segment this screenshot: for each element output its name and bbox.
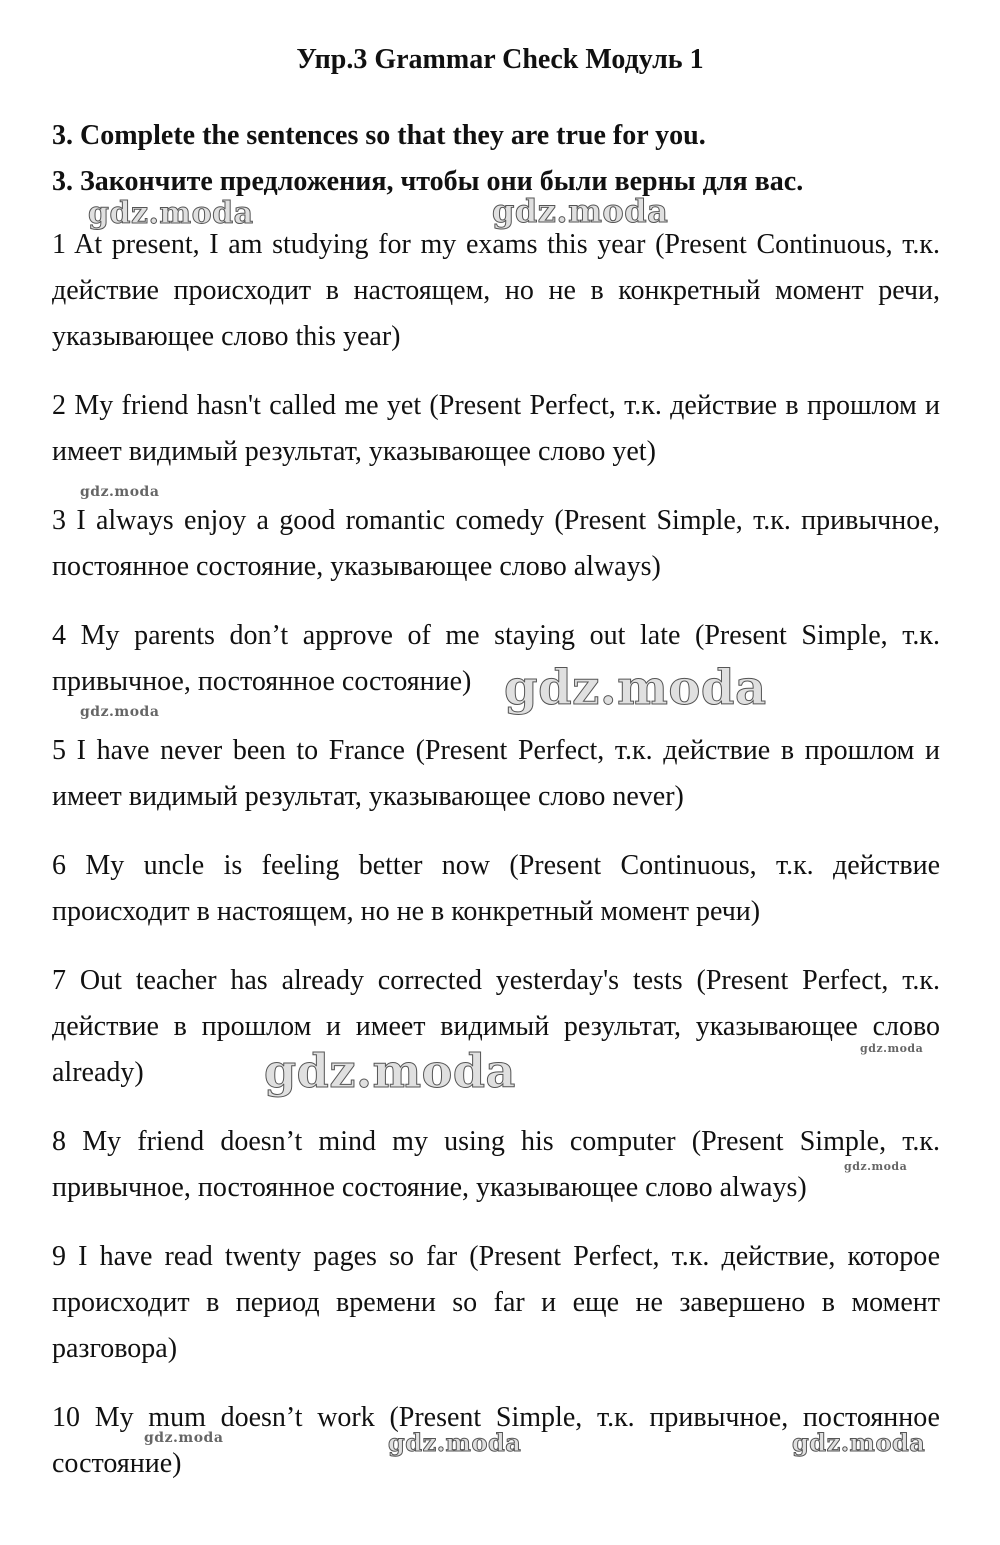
watermark: gdz.moda [264,1044,516,1098]
answer-item-7: 7 Out teacher has already corrected yesterday's tests (Present Perfect, т.к. действие в прошлом и имеет видимый результат, указывающее слово already) [52,965,940,1088]
task-instruction-english: 3. Complete the sentences so that they are true for you. [52,120,706,151]
watermark: gdz.moda [388,1428,522,1457]
watermark: gdz.moda [80,484,160,500]
watermark: gdz.moda [80,704,160,720]
answer-item-4: 4 My parents don’t approve of me staying out late (Present Simple, т.к. привычное, постоянное состояние) [52,620,940,697]
answer-list [52,222,940,1510]
answer-item-3: 3 I always enjoy a good romantic comedy (Present Simple, т.к. привычное, постоянное состояние, указывающее слово always) [52,505,940,582]
watermark: gdz.moda [504,660,767,716]
watermark: gdz.moda [144,1430,224,1446]
task-instruction-russian: 3. Закончите предложения, чтобы они были верны для вас. [52,166,804,197]
answer-item-6: 6 My uncle is feeling better now (Present Continuous, т.к. действие происходит в настоящем, но не в конкретный момент речи) [52,850,940,927]
watermark: gdz.moda [492,192,669,230]
answer-item-2: 2 My friend hasn't called me yet (Present Perfect, т.к. действие в прошлом и имеет видимый результат, указывающее слово yet) [52,390,940,467]
page-title: Упр.3 Grammar Check Модуль 1 [296,44,704,75]
watermark: gdz.moda [792,1428,926,1457]
answer-item-8: 8 My friend doesn’t mind my using his computer (Present Simple, т.к. привычное, постоянное состояние, указывающее слово always) [52,1126,940,1203]
watermark: gdz.moda [860,1042,924,1055]
watermark: gdz.moda [844,1160,908,1173]
answer-item-10: 10 My mum doesn’t work (Present Simple, т.к. привычное, постоянное состояние) [52,1402,940,1479]
answer-item-5: 5 I have never been to France (Present Perfect, т.к. действие в прошлом и имеет видимый результат, указывающее слово never) [52,735,940,812]
answer-item-9: 9 I have read twenty pages so far (Present Perfect, т.к. действие, которое происходит в период времени so far и еще не завершено в момент разговора) [52,1241,940,1364]
watermark: gdz.moda [88,196,254,231]
answer-item-1: 1 At present, I am studying for my exams this year (Present Continuous, т.к. действие происходит в настоящем, но не в конкретный момент речи, указывающее слово this year) [52,229,940,352]
